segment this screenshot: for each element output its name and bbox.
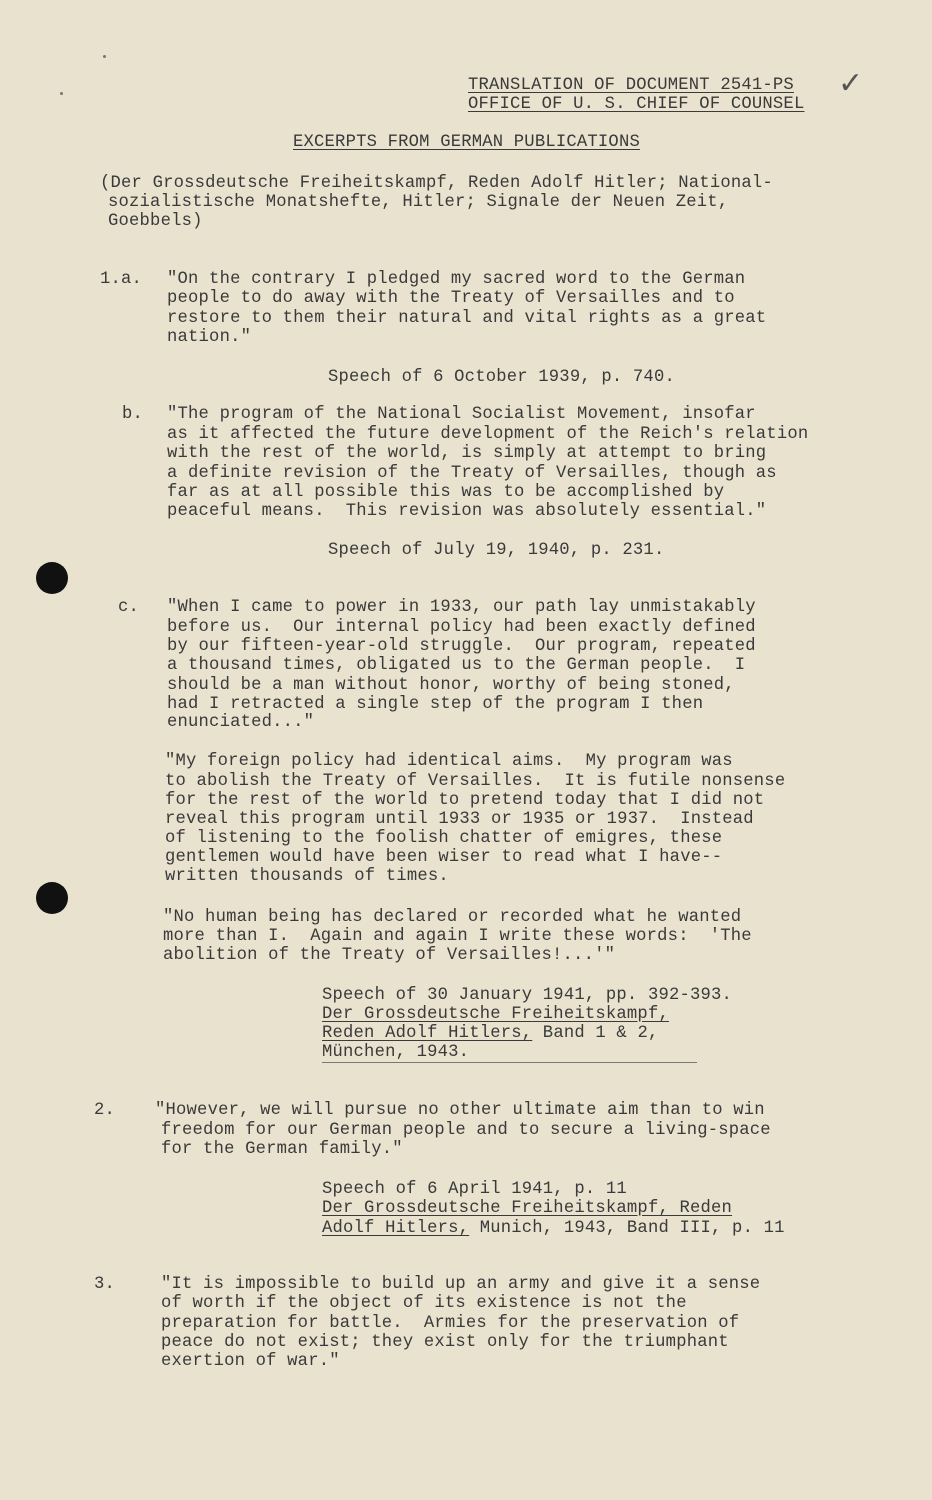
item-c-para1-line: by our fifteen-year-old struggle. Our program, repeated (167, 637, 756, 656)
item-c-para1-line: before us. Our internal policy had been exactly defined (167, 618, 756, 637)
citation-title-underlined: Adolf Hitlers, (322, 1219, 470, 1238)
item-1a-line: restore to them their natural and vital rights as a great (167, 309, 767, 328)
item-c-para3-line: more than I. Again and again I write these words: 'The (163, 927, 752, 946)
item-c-para2-line: written thousands of times. (165, 867, 449, 886)
item-b-line: "The program of the National Socialist Movement, insofar (167, 405, 756, 424)
item-c-para3-line: "No human being has declared or recorded what he wanted (163, 908, 742, 927)
item-c-para3-line: abolition of the Treaty of Versailles!...'" (163, 946, 616, 965)
item-c-para2-line: "My foreign policy had identical aims. My program was (165, 752, 733, 771)
item-b-line: with the rest of the world, is simply at attempt to bring (167, 444, 767, 463)
item-1a-line: nation." (167, 328, 252, 347)
binder-hole-bottom (36, 882, 68, 914)
item-c-para1-line: a thousand times, obligated us to the German people. I (167, 656, 746, 675)
item-1a-citation: Speech of 6 October 1939, p. 740. (328, 368, 675, 387)
item-c-para1-line: "When I came to power in 1933, our path lay unmistakably (167, 598, 756, 617)
item-b-citation: Speech of July 19, 1940, p. 231. (328, 541, 665, 560)
paper-speck (103, 55, 106, 58)
item-2-label: 2. (94, 1101, 116, 1120)
item-c-citation-line: Speech of 30 January 1941, pp. 392-393. (322, 986, 733, 1005)
item-c-para2-line: gentlemen would have been wiser to read what I have-- (165, 848, 723, 867)
item-2-line: "However, we will pursue no other ultimate aim than to win (155, 1101, 765, 1120)
citation-title-underlined: Reden Adolf Hitlers, (322, 1024, 533, 1043)
sources-line: sozialistische Monatshefte, Hitler; Signale der Neuen Zeit, (108, 193, 729, 212)
citation-volume: Munich, 1943, Band III, p. 11 (469, 1219, 785, 1238)
item-3-line: peace do not exist; they exist only for the triumphant (161, 1333, 729, 1352)
header-line-2: OFFICE OF U. S. CHIEF OF COUNSEL (468, 95, 805, 114)
item-3-line: exertion of war." (161, 1352, 340, 1371)
item-b-line: a definite revision of the Treaty of Versailles, though as (167, 464, 777, 483)
citation-volume: Band 1 & 2, (532, 1024, 659, 1043)
item-c-label: c. (118, 598, 140, 617)
item-2-line: for the German family." (161, 1140, 403, 1159)
item-c-para1-line: enunciated..." (167, 713, 315, 732)
sources-line: (Der Grossdeutsche Freiheitskampf, Reden Adolf Hitler; National- (100, 174, 773, 193)
item-3-label: 3. (94, 1275, 116, 1294)
item-1a-label: 1.a. (100, 270, 143, 289)
page-title: EXCERPTS FROM GERMAN PUBLICATIONS (293, 133, 640, 152)
check-mark-icon: ✓ (838, 66, 864, 101)
item-c-para2-line: reveal this program until 1933 or 1935 or 1937. Instead (165, 810, 754, 829)
item-c-citation-line (322, 1024, 658, 1044)
item-3-line: "It is impossible to build up an army and give it a sense (161, 1275, 761, 1294)
item-b-line: as it affected the future development of the Reich's relation (167, 425, 809, 444)
item-c-para2-line: of listening to the foolish chatter of emigres, these (165, 829, 723, 848)
item-b-line: far as at all possible this was to be accomplished by (167, 483, 725, 502)
item-1a-line: people to do away with the Treaty of Versailles and to (167, 289, 735, 308)
item-3-line: preparation for battle. Armies for the preservation of (161, 1314, 740, 1333)
item-2-citation-line: Speech of 6 April 1941, p. 11 (322, 1180, 627, 1199)
paper-speck (60, 92, 63, 95)
item-2-line: freedom for our German people and to secure a living-space (161, 1121, 771, 1140)
item-2-citation-line: Der Grossdeutsche Freiheitskampf, Reden (322, 1199, 733, 1218)
citation-rule (322, 1062, 697, 1063)
sources-line: Goebbels) (108, 212, 203, 231)
item-c-para1-line: should be a man without honor, worthy of being stoned, (167, 676, 735, 695)
item-2-citation-line (322, 1219, 785, 1239)
binder-hole-top (36, 562, 68, 594)
item-c-citation-line: Der Grossdeutsche Freiheitskampf, (322, 1005, 669, 1024)
item-1a-line: "On the contrary I pledged my sacred word to the German (167, 270, 746, 289)
item-3-line: of worth if the object of its existence is not the (161, 1294, 687, 1313)
item-c-para2-line: for the rest of the world to pretend today that I did not (165, 791, 765, 810)
item-b-line: peaceful means. This revision was absolutely essential." (167, 502, 767, 521)
header-line-1: TRANSLATION OF DOCUMENT 2541-PS (468, 76, 794, 95)
item-c-para1-line: had I retracted a single step of the program I then (167, 695, 704, 714)
item-c-citation-line: München, 1943. (322, 1043, 470, 1062)
item-b-label: b. (122, 405, 144, 424)
item-c-para2-line: to abolish the Treaty of Versailles. It is futile nonsense (165, 772, 786, 791)
